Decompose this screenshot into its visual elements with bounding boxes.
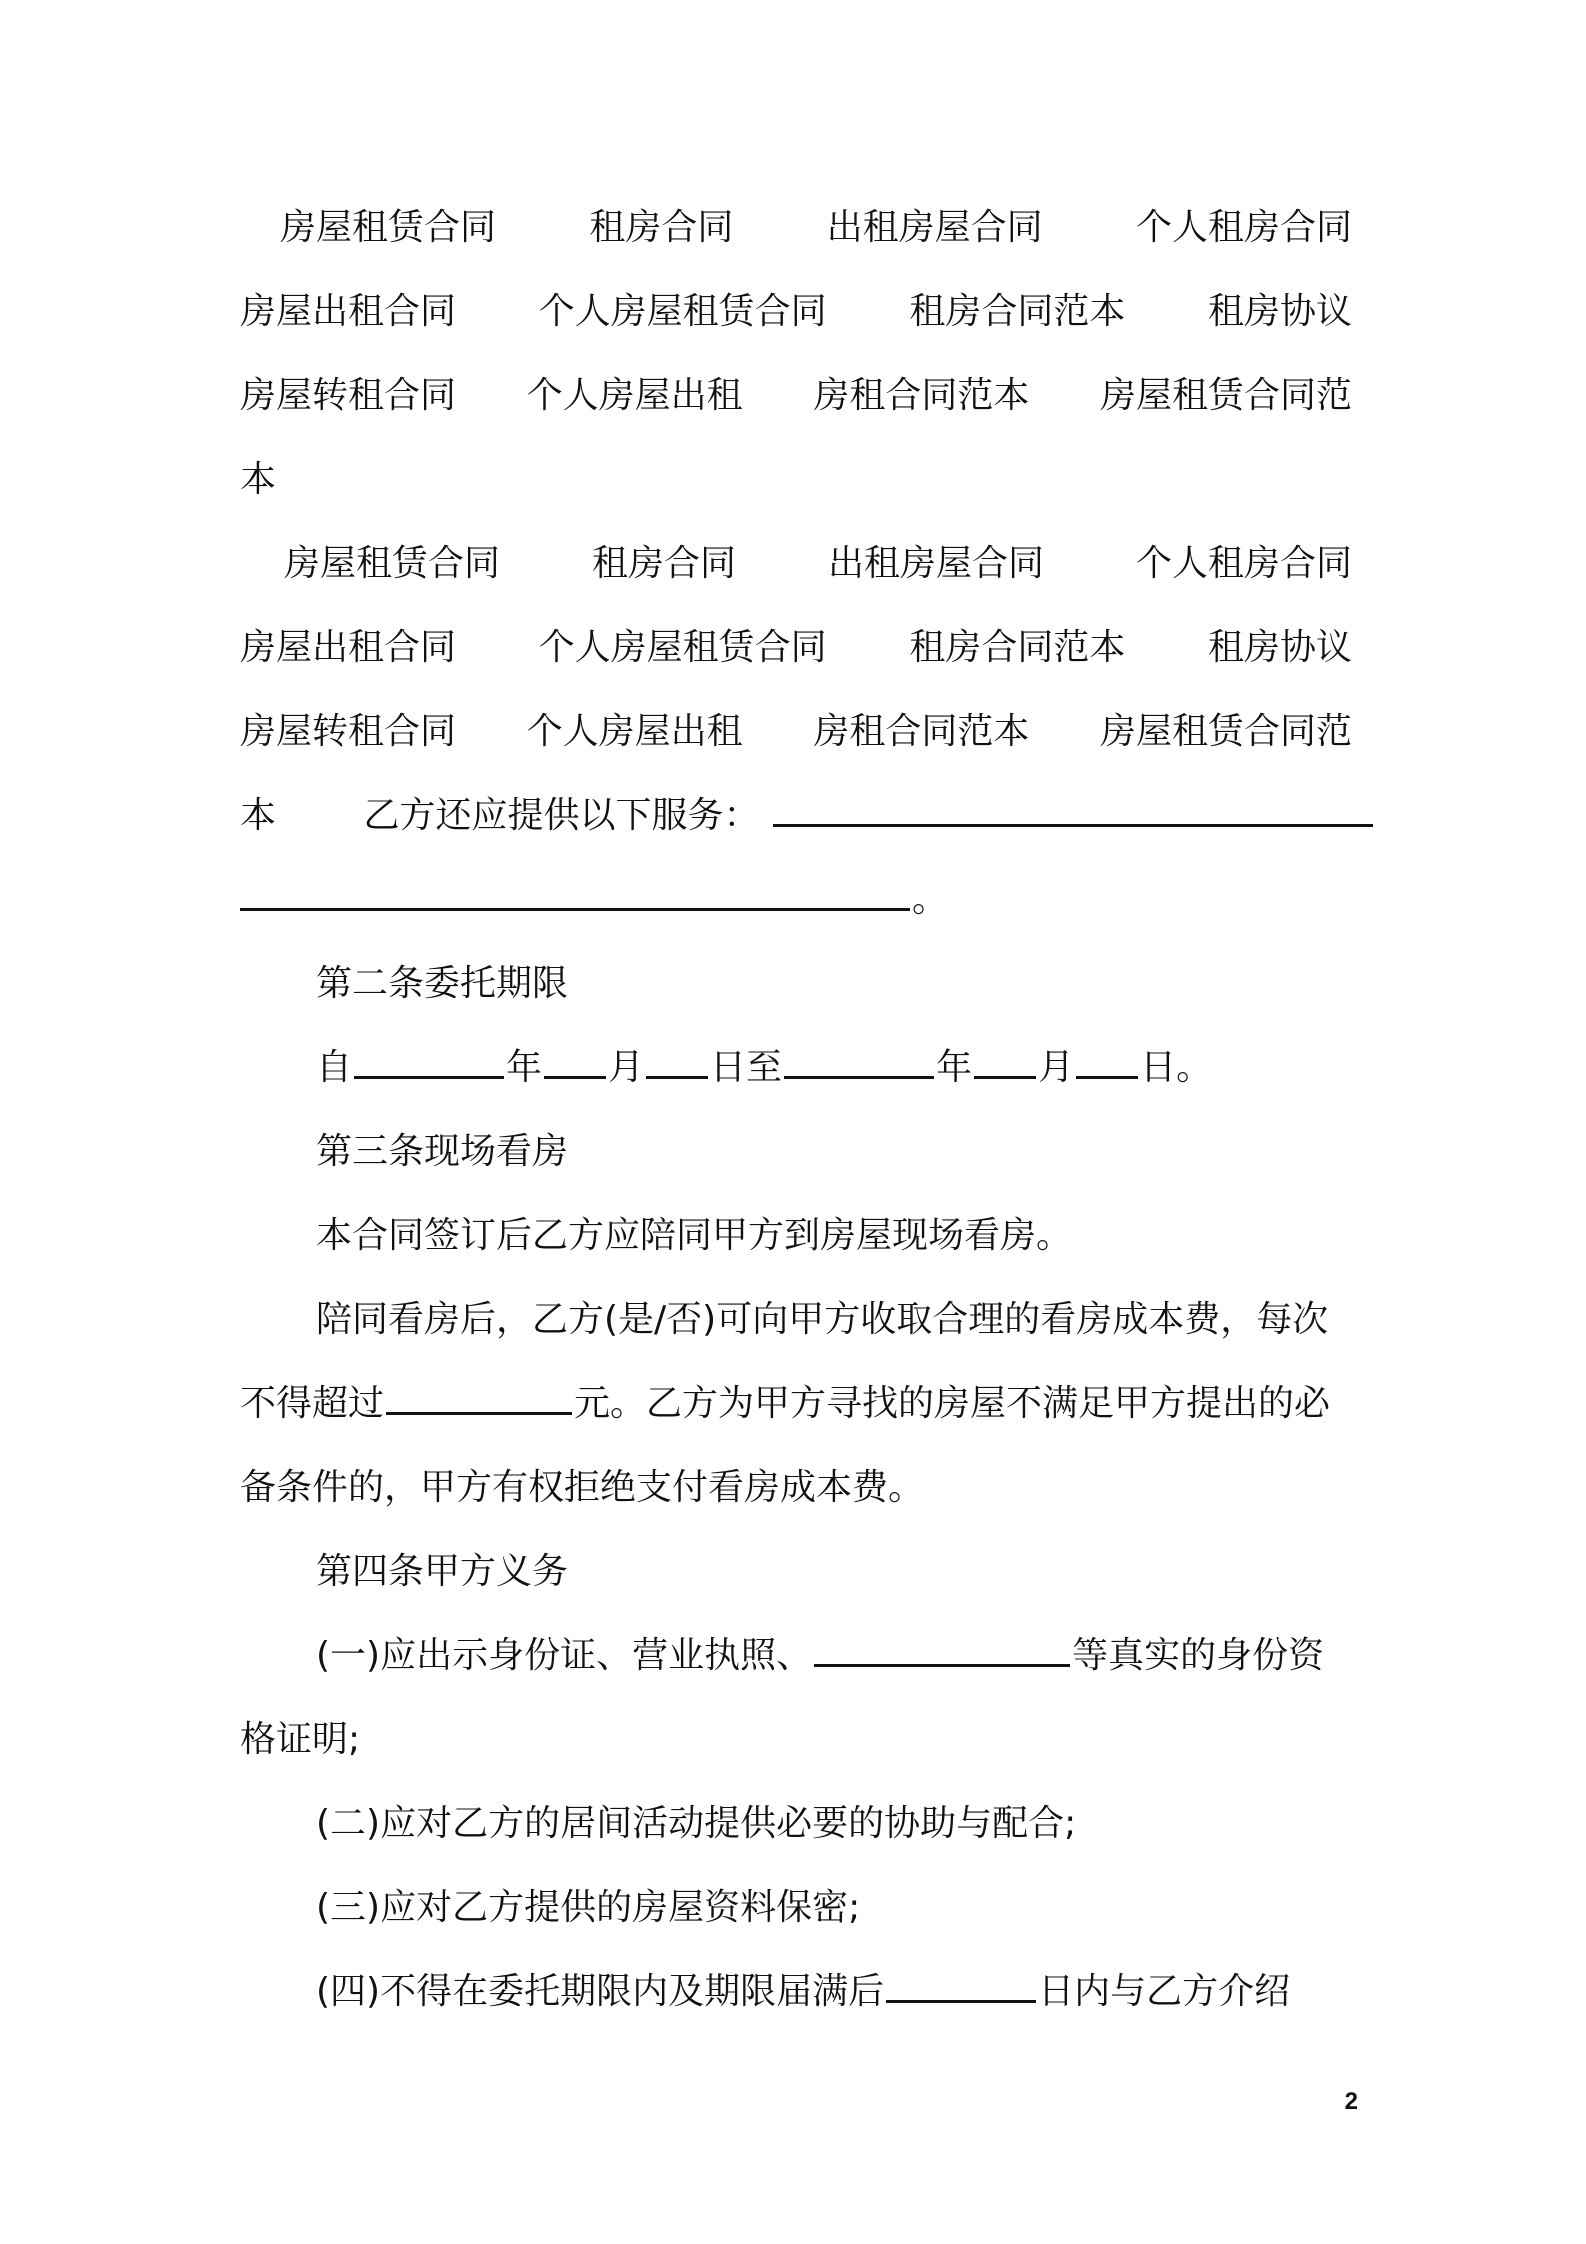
keyword: 房屋租赁合同范: [1099, 375, 1352, 416]
list-item: [240, 1950, 1352, 2034]
fee-blank[interactable]: [386, 1411, 572, 1415]
id-document-blank[interactable]: [814, 1663, 1070, 1667]
keyword-row: [240, 270, 1352, 354]
keyword: 出租房屋合同: [826, 207, 1043, 248]
from-label: 自: [316, 1047, 353, 1088]
day-end-label: 日。: [1140, 1047, 1213, 1088]
keyword: 个人房屋租赁合同: [538, 627, 827, 668]
term-period-line: [240, 1026, 1352, 1110]
keyword-row: [240, 606, 1352, 690]
text: 日内与乙方介绍: [1038, 1971, 1291, 2012]
text: 不得超过: [240, 1383, 385, 1424]
end-month-blank[interactable]: [974, 1075, 1036, 1079]
keyword: 房屋转租合同: [240, 375, 457, 416]
text: 等真实的身份资: [1072, 1635, 1325, 1676]
paragraph: 陪同看房后，乙方(是/否)可向甲方收取合理的看房成本费，每次: [316, 1299, 1329, 1340]
keyword: 本: [240, 795, 277, 836]
keyword: 个人租房合同: [1135, 543, 1352, 584]
services-blank-2[interactable]: [240, 907, 910, 911]
keyword: 租房合同范本: [909, 627, 1126, 668]
days-blank[interactable]: [886, 1999, 1036, 2003]
keyword-row: [240, 186, 1352, 270]
start-year-blank[interactable]: [354, 1075, 504, 1079]
keyword: 个人房屋出租: [526, 711, 743, 752]
paragraph: [240, 1362, 1352, 1446]
keyword: 个人房屋出租: [526, 375, 743, 416]
list-item: [240, 1614, 1352, 1698]
paragraph: 备条件的，甲方有权拒绝支付看房成本费。: [240, 1467, 925, 1508]
month-label: 月: [608, 1047, 645, 1088]
services-line-2: [240, 858, 1352, 942]
article-4-heading: 第四条甲方义务: [316, 1551, 569, 1592]
keyword: 本: [240, 459, 277, 500]
keyword: 出租房屋合同: [827, 543, 1044, 584]
keyword: 房屋租赁合同: [284, 543, 501, 584]
start-month-blank[interactable]: [544, 1075, 606, 1079]
keyword-row: [240, 690, 1352, 774]
text: (四)不得在委托期限内及期限届满后: [316, 1971, 885, 2012]
article-3-heading: 第三条现场看房: [316, 1131, 569, 1172]
keyword: 房屋出租合同: [240, 291, 457, 332]
page-number: 2: [1344, 2088, 1358, 2115]
keyword: 租房协议: [1207, 627, 1352, 668]
keyword: 房屋租赁合同范: [1099, 711, 1352, 752]
keyword: 房屋转租合同: [240, 711, 457, 752]
day-to-label: 日至: [710, 1047, 783, 1088]
services-line: [240, 774, 1352, 858]
text: (一)应出示身份证、营业执照、: [316, 1635, 813, 1676]
start-day-blank[interactable]: [646, 1075, 708, 1079]
keyword: 房屋出租合同: [240, 627, 457, 668]
services-label: 乙方还应提供以下服务：: [363, 795, 760, 836]
end-year-blank[interactable]: [784, 1075, 934, 1079]
list-item-continuation: 格证明;: [240, 1719, 361, 1760]
services-blank[interactable]: [773, 823, 1373, 827]
list-item: (三)应对乙方提供的房屋资料保密;: [316, 1887, 861, 1928]
end-day-blank[interactable]: [1076, 1075, 1138, 1079]
keyword: 租房协议: [1207, 291, 1352, 332]
list-item: (二)应对乙方的居间活动提供必要的协助与配合;: [316, 1803, 1077, 1844]
article-2-heading: 第二条委托期限: [316, 963, 569, 1004]
month-label: 月: [1038, 1047, 1075, 1088]
keyword: 房租合同范本: [813, 711, 1030, 752]
year-label: 年: [936, 1047, 973, 1088]
paragraph: 本合同签订后乙方应陪同甲方到房屋现场看房。: [316, 1215, 1073, 1256]
keyword: 个人租房合同: [1135, 207, 1352, 248]
keyword-row: [240, 522, 1352, 606]
keyword: 租房合同范本: [909, 291, 1126, 332]
services-end-mark: 。: [912, 879, 949, 920]
keyword: 租房合同: [589, 207, 734, 248]
text: 元。乙方为甲方寻找的房屋不满足甲方提出的必: [574, 1383, 1331, 1424]
keyword: 个人房屋租赁合同: [538, 291, 827, 332]
keyword-row: [240, 354, 1352, 438]
keyword-row: [240, 438, 1352, 522]
year-label: 年: [506, 1047, 543, 1088]
keyword: 房租合同范本: [813, 375, 1030, 416]
keyword: 租房合同: [591, 543, 736, 584]
keyword: 房屋租赁合同: [280, 207, 497, 248]
